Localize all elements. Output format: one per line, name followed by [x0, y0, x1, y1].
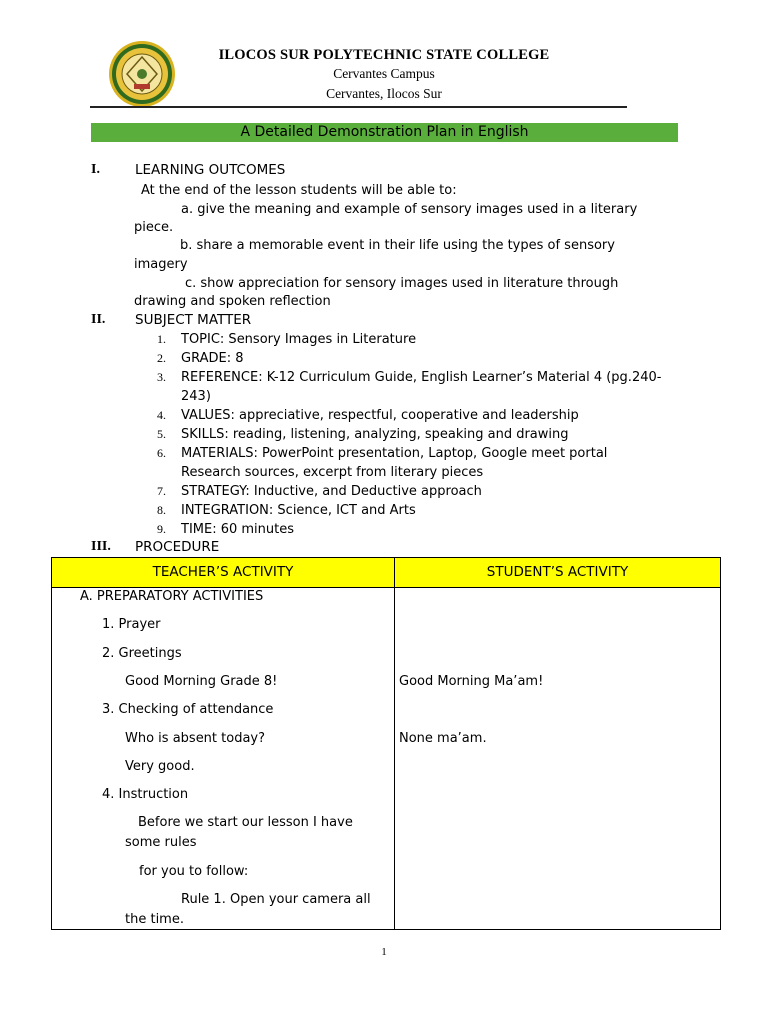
- teacher-line: the time.: [125, 912, 184, 927]
- student-line: None ma’am.: [399, 731, 487, 746]
- item-text-continued: 243): [181, 389, 211, 404]
- school-address: Cervantes, Ilocos Sur: [326, 86, 442, 101]
- teacher-line: Before we start our lesson I have: [138, 815, 353, 830]
- list-item: [157, 520, 721, 539]
- outcome-b-continued: imagery: [134, 257, 188, 272]
- item-number: 5.: [157, 427, 166, 441]
- section-1-heading: LEARNING OUTCOMES: [135, 162, 286, 178]
- teacher-line: A. PREPARATORY ACTIVITIES: [80, 589, 264, 604]
- item-number: 3.: [157, 370, 166, 384]
- teacher-line: 1. Prayer: [102, 617, 161, 632]
- list-item: [157, 425, 721, 444]
- item-text: VALUES: appreciative, respectful, cooperative and leadership: [181, 408, 579, 423]
- table-header-row: [52, 558, 720, 588]
- item-text: REFERENCE: K-12 Curriculum Guide, English Learner’s Material 4 (pg.240-: [181, 370, 662, 385]
- list-item: [157, 330, 721, 349]
- teacher-line: Rule 1. Open your camera all: [181, 892, 371, 907]
- item-number: 2.: [157, 351, 166, 365]
- item-number: 1.: [157, 332, 166, 346]
- section-1-numeral: I.: [91, 162, 100, 177]
- outcome-c-continued: drawing and spoken reflection: [134, 294, 331, 309]
- student-line: Good Morning Ma’am!: [399, 674, 544, 689]
- item-text-continued: Research sources, excerpt from literary pieces: [181, 465, 484, 480]
- teacher-line: 2. Greetings: [102, 646, 182, 661]
- teacher-line: 3. Checking of attendance: [102, 702, 274, 717]
- item-number: 9.: [157, 522, 166, 536]
- teacher-line: Good Morning Grade 8!: [125, 674, 278, 689]
- list-item: [157, 444, 721, 482]
- school-name: ILOCOS SUR POLYTECHNIC STATE COLLEGE: [218, 47, 550, 63]
- outcome-a: a. give the meaning and example of sensory images used in a literary: [181, 202, 638, 217]
- header-divider: [90, 106, 627, 108]
- teacher-line: some rules: [125, 835, 197, 850]
- list-item: [157, 349, 721, 368]
- column-divider: [394, 558, 395, 929]
- outcome-a-continued: piece.: [134, 220, 174, 235]
- student-activity-header: STUDENT’S ACTIVITY: [486, 564, 629, 580]
- teacher-line: 4. Instruction: [102, 787, 189, 802]
- subject-matter-list: [157, 330, 721, 539]
- section-3-numeral: III.: [91, 539, 111, 554]
- page-number: 1: [381, 946, 387, 958]
- section-3-heading: PROCEDURE: [135, 539, 220, 555]
- item-text: MATERIALS: PowerPoint presentation, Laptop, Google meet portal: [181, 446, 608, 461]
- item-text: INTEGRATION: Science, ICT and Arts: [181, 503, 416, 518]
- item-number: 7.: [157, 484, 166, 498]
- list-item: [157, 406, 721, 425]
- item-text: SKILLS: reading, listening, analyzing, speaking and drawing: [181, 427, 569, 442]
- teacher-line: for you to follow:: [139, 864, 249, 879]
- item-text: TIME: 60 minutes: [181, 522, 295, 537]
- campus-name: Cervantes Campus: [333, 66, 435, 81]
- outcome-c: c. show appreciation for sensory images used in literature through: [185, 276, 619, 291]
- outcome-b: b. share a memorable event in their life using the types of sensory: [180, 238, 615, 253]
- item-text: STRATEGY: Inductive, and Deductive approach: [181, 484, 482, 499]
- plan-title: A Detailed Demonstration Plan in English: [91, 123, 678, 142]
- teacher-activity-header: TEACHER’S ACTIVITY: [152, 564, 294, 580]
- teacher-line: Very good.: [125, 759, 195, 774]
- teacher-line: Who is absent today?: [125, 731, 266, 746]
- procedure-table: [51, 557, 721, 930]
- outcomes-intro: At the end of the lesson students will be able to:: [141, 183, 457, 198]
- item-number: 6.: [157, 446, 166, 460]
- section-2-heading: SUBJECT MATTER: [135, 312, 252, 328]
- list-item: [157, 501, 721, 520]
- list-item: [157, 368, 721, 406]
- list-item: [157, 482, 721, 501]
- item-text: GRADE: 8: [181, 351, 244, 366]
- item-number: 4.: [157, 408, 166, 422]
- section-2-numeral: II.: [91, 312, 106, 327]
- item-text: TOPIC: Sensory Images in Literature: [181, 332, 417, 347]
- item-number: 8.: [157, 503, 166, 517]
